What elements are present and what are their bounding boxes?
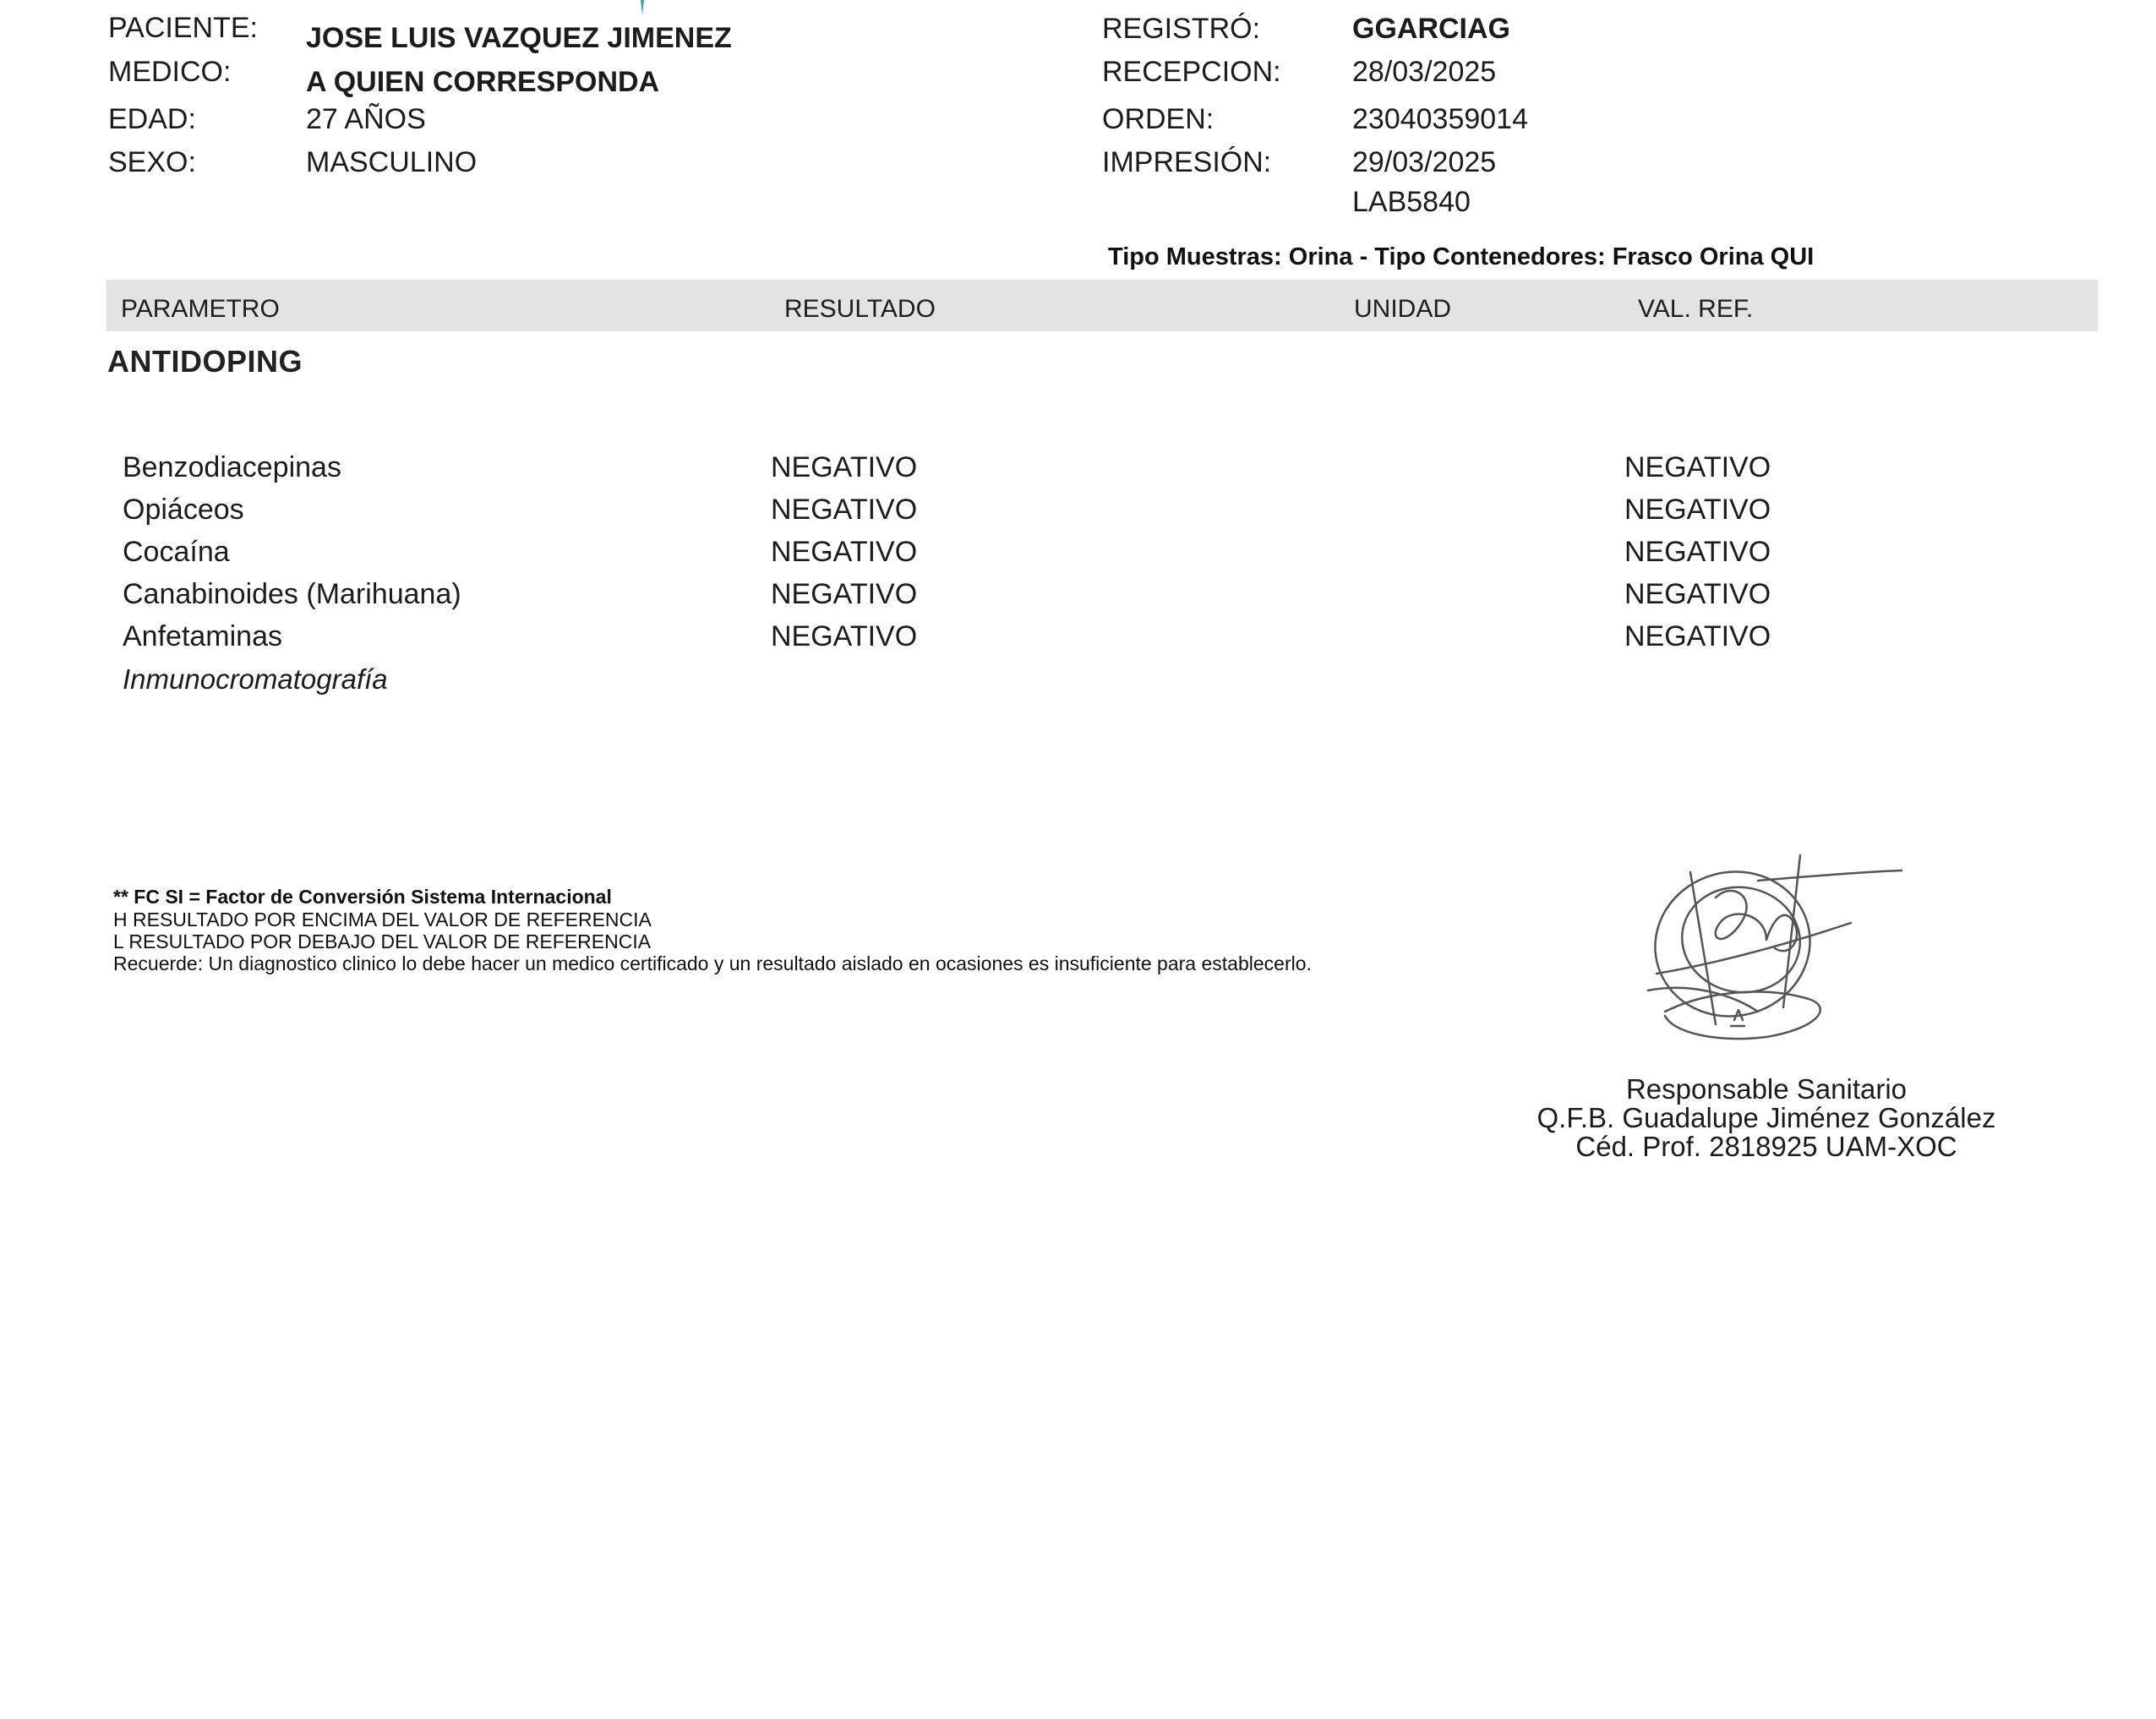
result-reference: NEGATIVO [1624, 494, 1771, 526]
reception-date: 28/03/2025 [1352, 56, 1497, 88]
print-date: 29/03/2025 [1352, 146, 1497, 178]
result-reference: NEGATIVO [1624, 536, 1771, 568]
logo-fragment-icon [636, 0, 647, 15]
result-parameter: Opiáceos [123, 494, 244, 526]
responsible-title: Responsable Sanitario [1625, 1073, 1908, 1105]
responsible-name: Q.F.B. Guadalupe Jiménez González [1536, 1102, 1996, 1133]
table-row [0, 494, 2156, 536]
column-header-val-ref: VAL. REF. [1638, 295, 1754, 323]
high-result-note: H RESULTADO POR ENCIMA DEL VALOR DE REFERENCIA [113, 909, 652, 930]
registered-by-label: REGISTRÓ: [1102, 13, 1261, 45]
fc-si-note: ** FC SI = Factor de Conversión Sistema Internacional [113, 886, 612, 908]
age-label: EDAD: [108, 103, 196, 135]
result-value: NEGATIVO [771, 451, 918, 483]
result-value: NEGATIVO [771, 578, 918, 610]
patient-name: JOSE LUIS VAZQUEZ JIMENEZ [306, 22, 732, 54]
results-table-header [106, 280, 2098, 331]
result-value: NEGATIVO [771, 620, 918, 652]
sample-info: Tipo Muestras: Orina - Tipo Contenedores: Frasco Orina QUI [1108, 243, 1815, 270]
print-label: IMPRESIÓN: [1102, 146, 1272, 178]
patient-label: PACIENTE: [108, 12, 258, 44]
registered-by-value: GGARCIAG [1352, 13, 1510, 45]
result-parameter: Benzodiacepinas [123, 451, 341, 483]
result-value: NEGATIVO [771, 536, 918, 568]
table-row [0, 620, 2156, 663]
result-parameter: Anfetaminas [123, 620, 282, 652]
doctor-label: MEDICO: [108, 56, 232, 88]
table-row [0, 578, 2156, 620]
result-reference: NEGATIVO [1624, 451, 1771, 483]
order-number: 23040359014 [1352, 103, 1529, 135]
low-result-note: L RESULTADO POR DEBAJO DEL VALOR DE REFERENCIA [113, 930, 652, 952]
table-row [0, 536, 2156, 578]
doctor-name: A QUIEN CORRESPONDA [306, 66, 660, 98]
reception-label: RECEPCION: [1102, 56, 1281, 88]
table-row [0, 451, 2156, 494]
result-value: NEGATIVO [771, 494, 918, 526]
result-reference: NEGATIVO [1624, 578, 1771, 610]
order-label: ORDEN: [1102, 103, 1214, 135]
sex-value: MASCULINO [306, 146, 478, 178]
responsible-license: Céd. Prof. 2818925 UAM-XOC [1575, 1131, 1957, 1162]
signature-image [1640, 847, 1910, 1058]
footer-notes [113, 886, 1312, 974]
lab-code: LAB5840 [1352, 186, 1471, 218]
result-parameter: Canabinoides (Marihuana) [123, 578, 461, 610]
column-header-parametro: PARAMETRO [121, 295, 280, 323]
responsible-signature-block [1487, 1075, 2045, 1161]
section-title: ANTIDOPING [107, 344, 303, 379]
result-parameter: Cocaína [123, 536, 230, 568]
column-header-unidad: UNIDAD [1354, 295, 1452, 323]
column-header-resultado: RESULTADO [784, 295, 936, 323]
age-value: 27 AÑOS [306, 103, 426, 135]
sex-label: SEXO: [108, 146, 196, 178]
disclaimer-note: Recuerde: Un diagnostico clinico lo debe hacer un medico certificado y un resultado aislado en ocasiones es insuficiente para establecerlo. [113, 952, 1312, 974]
result-reference: NEGATIVO [1624, 620, 1771, 652]
method-note: Inmunocromatografía [123, 663, 388, 695]
